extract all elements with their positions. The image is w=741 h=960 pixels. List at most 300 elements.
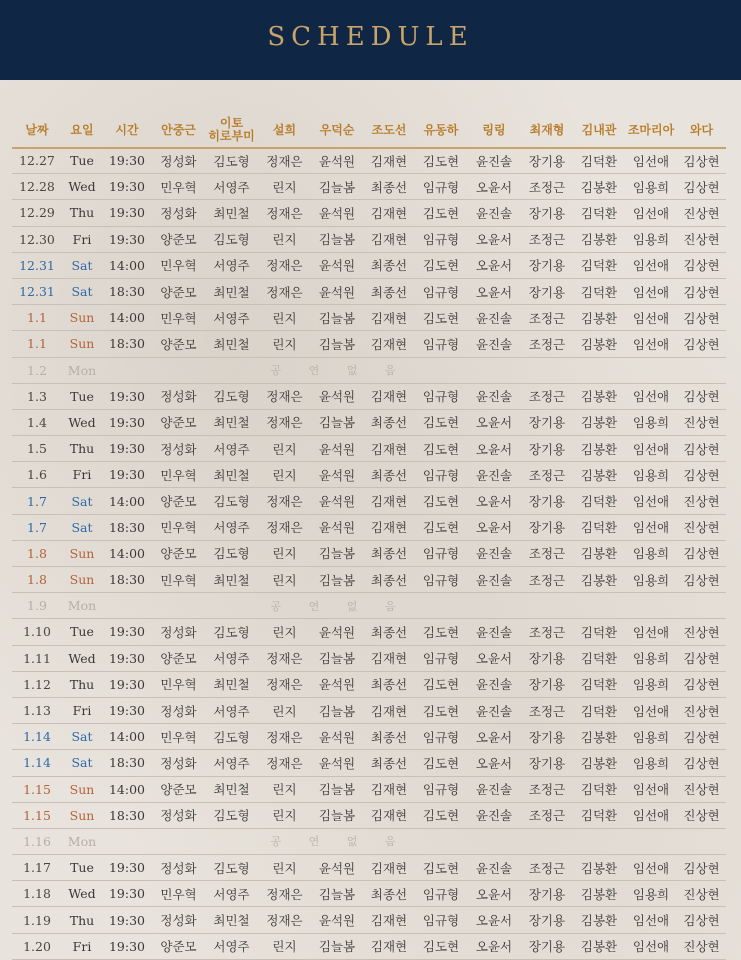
cast-cell: 윤진솔	[475, 153, 513, 169]
cast-cell: 김상현	[683, 258, 720, 274]
cast-cell: 윤진솔	[475, 782, 513, 798]
cast-cell: 김도현	[422, 153, 460, 169]
cast-cell: 최민철	[213, 572, 250, 588]
cast-cell: 양준모	[160, 284, 197, 300]
time-cell: 18:30	[108, 519, 146, 535]
cast-cell: 임선애	[632, 258, 670, 274]
cast-cell: 김늘봄	[318, 808, 356, 824]
column-header: 조마리아	[627, 122, 675, 137]
cast-cell: 조정근	[528, 624, 566, 640]
cast-cell: 오윤서	[475, 415, 513, 431]
cast-cell: 김덕환	[580, 153, 618, 169]
cast-cell: 정재은	[266, 258, 303, 274]
column-header: 최재형	[529, 122, 565, 137]
day-cell: Sat	[71, 493, 93, 509]
cast-cell: 윤진솔	[475, 389, 513, 405]
cast-cell: 윤진솔	[475, 467, 513, 483]
cast-cell: 린지	[272, 467, 297, 483]
day-cell: Fri	[72, 231, 92, 247]
cast-cell: 김봉환	[580, 729, 618, 745]
date-cell: 1.9	[27, 598, 47, 614]
date-cell: 1.3	[27, 388, 47, 404]
cast-cell: 윤석원	[318, 624, 356, 640]
cast-cell: 임용희	[632, 677, 670, 693]
table-row	[12, 803, 726, 829]
cast-cell: 정재은	[266, 755, 303, 771]
cast-cell: 진상현	[683, 520, 720, 536]
cast-cell: 최종선	[370, 258, 408, 274]
column-header: 날짜	[25, 122, 49, 137]
column-header: 김내관	[581, 122, 617, 137]
cast-cell: 임용희	[632, 886, 670, 902]
cast-cell: 서영주	[213, 520, 250, 536]
table-row	[12, 174, 726, 200]
cast-cell: 양준모	[160, 494, 197, 510]
cast-cell: 김도현	[422, 441, 460, 457]
cast-cell: 김도현	[422, 860, 460, 876]
date-cell: 1.19	[23, 912, 51, 928]
cast-cell: 서영주	[213, 886, 250, 902]
cast-cell: 임선애	[632, 939, 670, 955]
cast-cell: 김늘봄	[318, 782, 356, 798]
cast-cell: 최종선	[370, 467, 408, 483]
cast-cell: 김도현	[422, 755, 460, 771]
cast-cell: 김재현	[370, 808, 408, 824]
time-cell: 18:30	[108, 807, 146, 823]
date-cell: 1.20	[23, 938, 51, 954]
cast-cell: 윤석원	[318, 258, 356, 274]
cast-cell: 오윤서	[475, 232, 513, 248]
cast-cell: 조정근	[528, 232, 566, 248]
date-cell: 1.14	[23, 729, 51, 745]
cast-cell: 임용희	[632, 651, 670, 667]
cast-cell: 임용희	[632, 755, 670, 771]
day-cell: Sun	[69, 336, 95, 352]
cast-cell: 최종선	[370, 886, 408, 902]
cast-cell: 장기용	[528, 886, 566, 902]
cast-cell: 진상현	[683, 703, 720, 719]
cast-cell: 장기용	[528, 729, 566, 745]
cast-cell: 윤석원	[318, 860, 356, 876]
cast-cell: 김재현	[370, 651, 408, 667]
cast-cell: 김재현	[370, 153, 408, 169]
cast-cell: 장기용	[528, 258, 566, 274]
schedule-table-body	[12, 148, 726, 960]
table-row	[12, 200, 726, 226]
header-banner	[0, 0, 741, 80]
cast-cell: 윤진솔	[475, 860, 513, 876]
date-cell: 1.1	[27, 336, 47, 352]
cast-cell: 김상현	[683, 913, 720, 929]
cast-cell: 임용희	[632, 179, 670, 195]
day-cell: Mon	[67, 362, 97, 378]
date-cell: 1.10	[23, 624, 51, 640]
cast-cell: 양준모	[160, 782, 197, 798]
time-cell: 18:30	[108, 284, 146, 300]
cast-cell: 오윤서	[475, 755, 513, 771]
no-show-note: 공 연 없 음	[270, 364, 408, 378]
day-cell: Sun	[69, 572, 95, 588]
cast-cell: 김늘봄	[318, 232, 356, 248]
cast-cell: 진상현	[683, 205, 720, 221]
cast-cell: 임규형	[422, 179, 460, 195]
cast-cell: 김봉환	[580, 467, 618, 483]
cast-cell: 최민철	[213, 782, 250, 798]
cast-cell: 임용희	[632, 415, 670, 431]
table-row	[12, 384, 726, 410]
cast-cell: 김덕환	[580, 651, 618, 667]
cast-cell: 임선애	[632, 284, 670, 300]
time-cell: 19:30	[108, 938, 146, 954]
cast-cell: 서영주	[213, 310, 250, 326]
date-cell: 12.27	[19, 153, 55, 169]
cast-cell: 김상현	[683, 153, 720, 169]
cast-cell: 김상현	[683, 389, 720, 405]
time-cell: 19:30	[108, 388, 146, 404]
cast-cell: 임선애	[632, 153, 670, 169]
cast-cell: 민우혁	[160, 520, 197, 536]
day-cell: Sun	[69, 310, 95, 326]
table-row	[12, 619, 726, 645]
cast-cell: 장기용	[528, 153, 566, 169]
cast-cell: 임용희	[632, 572, 670, 588]
cast-cell: 장기용	[528, 520, 566, 536]
cast-cell: 최종선	[370, 572, 408, 588]
table-row	[12, 777, 726, 803]
cast-cell: 김덕환	[580, 782, 618, 798]
cast-cell: 김재현	[370, 703, 408, 719]
cast-cell: 린지	[272, 624, 297, 640]
cast-cell: 린지	[272, 232, 297, 248]
cast-cell: 최민철	[213, 415, 250, 431]
cast-cell: 린지	[272, 808, 297, 824]
cast-cell: 윤석원	[318, 520, 356, 536]
cast-cell: 김덕환	[580, 258, 618, 274]
cast-cell: 진상현	[683, 415, 720, 431]
cast-cell: 임용희	[632, 467, 670, 483]
time-cell: 18:30	[108, 336, 146, 352]
date-cell: 1.15	[23, 807, 51, 823]
table-row	[12, 515, 726, 541]
cast-cell: 임규형	[422, 232, 460, 248]
cast-cell: 민우혁	[160, 677, 197, 693]
cast-cell: 김봉환	[580, 860, 618, 876]
cast-cell: 임선애	[632, 336, 670, 352]
day-cell: Thu	[69, 441, 95, 457]
cast-cell: 김덕환	[580, 494, 618, 510]
table-row	[12, 541, 726, 567]
cast-cell: 윤석원	[318, 494, 356, 510]
cast-cell: 임규형	[422, 467, 460, 483]
cast-cell: 김상현	[683, 651, 720, 667]
cast-cell: 정재은	[266, 913, 303, 929]
cast-cell: 장기용	[528, 939, 566, 955]
cast-cell: 정성화	[160, 624, 197, 640]
cast-cell: 린지	[272, 310, 297, 326]
date-cell: 12.28	[19, 179, 55, 195]
table-row	[12, 855, 726, 881]
cast-cell: 오윤서	[475, 886, 513, 902]
cast-cell: 김상현	[683, 729, 720, 745]
cast-cell: 정성화	[160, 860, 197, 876]
cast-cell: 오윤서	[475, 258, 513, 274]
day-cell: Fri	[72, 703, 92, 719]
cast-cell: 김덕환	[580, 808, 618, 824]
cast-cell: 윤석원	[318, 284, 356, 300]
cast-cell: 양준모	[160, 651, 197, 667]
cast-cell: 서영주	[213, 755, 250, 771]
cast-cell: 정성화	[160, 808, 197, 824]
column-header-row	[12, 113, 726, 149]
cast-cell: 양준모	[160, 232, 197, 248]
cast-cell: 오윤서	[475, 179, 513, 195]
table-row	[12, 436, 726, 462]
cast-cell: 임규형	[422, 886, 460, 902]
cast-cell: 임선애	[632, 441, 670, 457]
cast-cell: 임선애	[632, 860, 670, 876]
cast-cell: 윤진솔	[475, 703, 513, 719]
cast-cell: 오윤서	[475, 939, 513, 955]
day-cell: Thu	[69, 676, 95, 692]
cast-cell: 장기용	[528, 913, 566, 929]
time-cell: 19:30	[108, 179, 146, 195]
cast-cell: 린지	[272, 782, 297, 798]
cast-cell: 임규형	[422, 729, 460, 745]
cast-cell: 정성화	[160, 389, 197, 405]
cast-cell: 정재은	[266, 494, 303, 510]
cast-cell: 최민철	[213, 677, 250, 693]
cast-cell: 진상현	[683, 624, 720, 640]
time-cell: 18:30	[108, 572, 146, 588]
cast-cell: 윤진솔	[475, 677, 513, 693]
cast-cell: 오윤서	[475, 651, 513, 667]
cast-cell: 김상현	[683, 179, 720, 195]
time-cell: 18:30	[108, 755, 146, 771]
cast-cell: 정성화	[160, 153, 197, 169]
cast-cell: 임선애	[632, 310, 670, 326]
cast-cell: 김도현	[422, 258, 460, 274]
cast-cell: 정재은	[266, 389, 303, 405]
cast-cell: 민우혁	[160, 179, 197, 195]
column-header: 요일	[70, 122, 94, 137]
date-cell: 1.17	[23, 860, 51, 876]
cast-cell: 윤석원	[318, 441, 356, 457]
cast-cell: 최종선	[370, 415, 408, 431]
cast-cell: 임선애	[632, 703, 670, 719]
cast-cell: 김덕환	[580, 520, 618, 536]
day-cell: Sat	[71, 284, 93, 300]
cast-cell: 김덕환	[580, 624, 618, 640]
cast-cell: 조정근	[528, 808, 566, 824]
table-row	[12, 331, 726, 357]
cast-cell: 윤진솔	[475, 808, 513, 824]
cast-cell: 김도형	[213, 546, 250, 562]
cast-cell: 김상현	[683, 755, 720, 771]
cast-cell: 린지	[272, 572, 297, 588]
cast-cell: 김늘봄	[318, 939, 356, 955]
cast-cell: 최종선	[370, 755, 408, 771]
table-row	[12, 488, 726, 514]
time-cell: 19:30	[108, 860, 146, 876]
day-cell: Sat	[71, 257, 93, 273]
date-cell: 1.8	[27, 545, 47, 561]
table-row	[12, 305, 726, 331]
cast-cell: 김도형	[213, 624, 250, 640]
cast-cell: 임용희	[632, 546, 670, 562]
time-cell: 19:30	[108, 414, 146, 430]
date-cell: 1.7	[27, 519, 47, 535]
cast-cell: 오윤서	[475, 441, 513, 457]
cast-cell: 김늘봄	[318, 310, 356, 326]
cast-cell: 조정근	[528, 467, 566, 483]
cast-cell: 정재은	[266, 886, 303, 902]
cast-cell: 최민철	[213, 913, 250, 929]
table-row	[12, 934, 726, 960]
cast-cell: 김덕환	[580, 284, 618, 300]
cast-cell: 김봉환	[580, 939, 618, 955]
cast-cell: 김늘봄	[318, 179, 356, 195]
date-cell: 12.30	[19, 231, 55, 247]
cast-cell: 김늘봄	[318, 572, 356, 588]
column-header: 조도선	[371, 122, 407, 137]
day-cell: Thu	[69, 912, 95, 928]
date-cell: 1.16	[23, 833, 51, 849]
table-row	[12, 907, 726, 933]
cast-cell: 양준모	[160, 939, 197, 955]
table-row	[12, 724, 726, 750]
cast-cell: 윤진솔	[475, 572, 513, 588]
time-cell: 19:30	[108, 912, 146, 928]
date-cell: 1.11	[23, 650, 51, 666]
cast-cell: 최민철	[213, 284, 250, 300]
cast-cell: 진상현	[683, 494, 720, 510]
cast-cell: 김재현	[370, 232, 408, 248]
cast-cell: 김봉환	[580, 755, 618, 771]
cast-cell: 임용희	[632, 232, 670, 248]
cast-cell: 장기용	[528, 677, 566, 693]
cast-cell: 김덕환	[580, 205, 618, 221]
cast-cell: 윤석원	[318, 913, 356, 929]
day-cell: Tue	[70, 860, 94, 876]
cast-cell: 장기용	[528, 494, 566, 510]
day-cell: Wed	[68, 886, 96, 902]
cast-cell: 김도현	[422, 205, 460, 221]
cast-cell: 장기용	[528, 755, 566, 771]
cast-cell: 임규형	[422, 782, 460, 798]
time-cell: 19:30	[108, 467, 146, 483]
day-cell: Tue	[70, 153, 94, 169]
time-cell: 14:00	[108, 257, 146, 273]
cast-cell: 조정근	[528, 572, 566, 588]
date-cell: 1.4	[27, 414, 47, 430]
cast-cell: 김늘봄	[318, 415, 356, 431]
cast-cell: 진상현	[683, 886, 720, 902]
cast-cell: 김늘봄	[318, 703, 356, 719]
cast-cell: 임선애	[632, 913, 670, 929]
cast-cell: 김도현	[422, 520, 460, 536]
cast-cell: 김봉환	[580, 415, 618, 431]
cast-cell: 최민철	[213, 467, 250, 483]
date-cell: 1.5	[27, 441, 47, 457]
cast-cell: 민우혁	[160, 572, 197, 588]
table-row	[12, 672, 726, 698]
column-header: 유동하	[423, 122, 459, 137]
cast-cell: 민우혁	[160, 258, 197, 274]
cast-cell: 진상현	[683, 232, 720, 248]
table-row	[12, 148, 726, 174]
cast-cell: 임규형	[422, 651, 460, 667]
cast-cell: 정재은	[266, 153, 303, 169]
cast-cell: 장기용	[528, 651, 566, 667]
column-header: 설희	[272, 122, 297, 137]
date-cell: 1.6	[27, 467, 47, 483]
cast-cell: 서영주	[213, 441, 250, 457]
cast-cell: 임선애	[632, 520, 670, 536]
cast-cell: 김도현	[422, 624, 460, 640]
table-row	[12, 279, 726, 305]
day-cell: Sat	[71, 729, 93, 745]
cast-cell: 김재현	[370, 520, 408, 536]
cast-cell: 김도형	[213, 232, 250, 248]
time-cell: 14:00	[108, 729, 146, 745]
cast-cell: 김재현	[370, 310, 408, 326]
cast-cell: 김늘봄	[318, 651, 356, 667]
day-cell: Mon	[67, 598, 97, 614]
cast-cell: 서영주	[213, 258, 250, 274]
cast-cell: 린지	[272, 336, 297, 352]
cast-cell: 김도형	[213, 729, 250, 745]
cast-cell: 최종선	[370, 179, 408, 195]
time-cell: 19:30	[108, 441, 146, 457]
date-cell: 1.1	[27, 310, 47, 326]
time-cell: 19:30	[108, 676, 146, 692]
cast-cell: 조정근	[528, 310, 566, 326]
date-cell: 12.29	[19, 205, 55, 221]
cast-cell: 린지	[272, 703, 297, 719]
cast-cell: 김재현	[370, 494, 408, 510]
cast-cell: 윤석원	[318, 677, 356, 693]
cast-cell: 김봉환	[580, 389, 618, 405]
cast-cell: 김상현	[683, 441, 720, 457]
cast-cell: 서영주	[213, 703, 250, 719]
cast-cell: 김도현	[422, 677, 460, 693]
table-row	[12, 750, 726, 776]
cast-cell: 김늘봄	[318, 886, 356, 902]
cast-cell: 윤석원	[318, 389, 356, 405]
date-cell: 1.18	[23, 886, 51, 902]
no-show-note: 공 연 없 음	[270, 835, 408, 849]
time-cell: 19:30	[108, 231, 146, 247]
cast-cell: 김재현	[370, 389, 408, 405]
cast-cell: 임선애	[632, 389, 670, 405]
cast-cell: 윤진솔	[475, 336, 513, 352]
cast-cell: 윤석원	[318, 467, 356, 483]
cast-cell: 김도현	[422, 494, 460, 510]
time-cell: 19:30	[108, 886, 146, 902]
cast-cell: 장기용	[528, 441, 566, 457]
day-cell: Sun	[69, 807, 95, 823]
cast-cell: 김상현	[683, 336, 720, 352]
cast-cell: 김덕환	[580, 677, 618, 693]
cast-cell: 조정근	[528, 546, 566, 562]
cast-cell: 김재현	[370, 441, 408, 457]
cast-cell: 오윤서	[475, 494, 513, 510]
cast-cell: 김재현	[370, 336, 408, 352]
cast-cell: 조정근	[528, 179, 566, 195]
time-cell: 19:30	[108, 650, 146, 666]
day-cell: Sat	[71, 755, 93, 771]
day-cell: Tue	[70, 388, 94, 404]
